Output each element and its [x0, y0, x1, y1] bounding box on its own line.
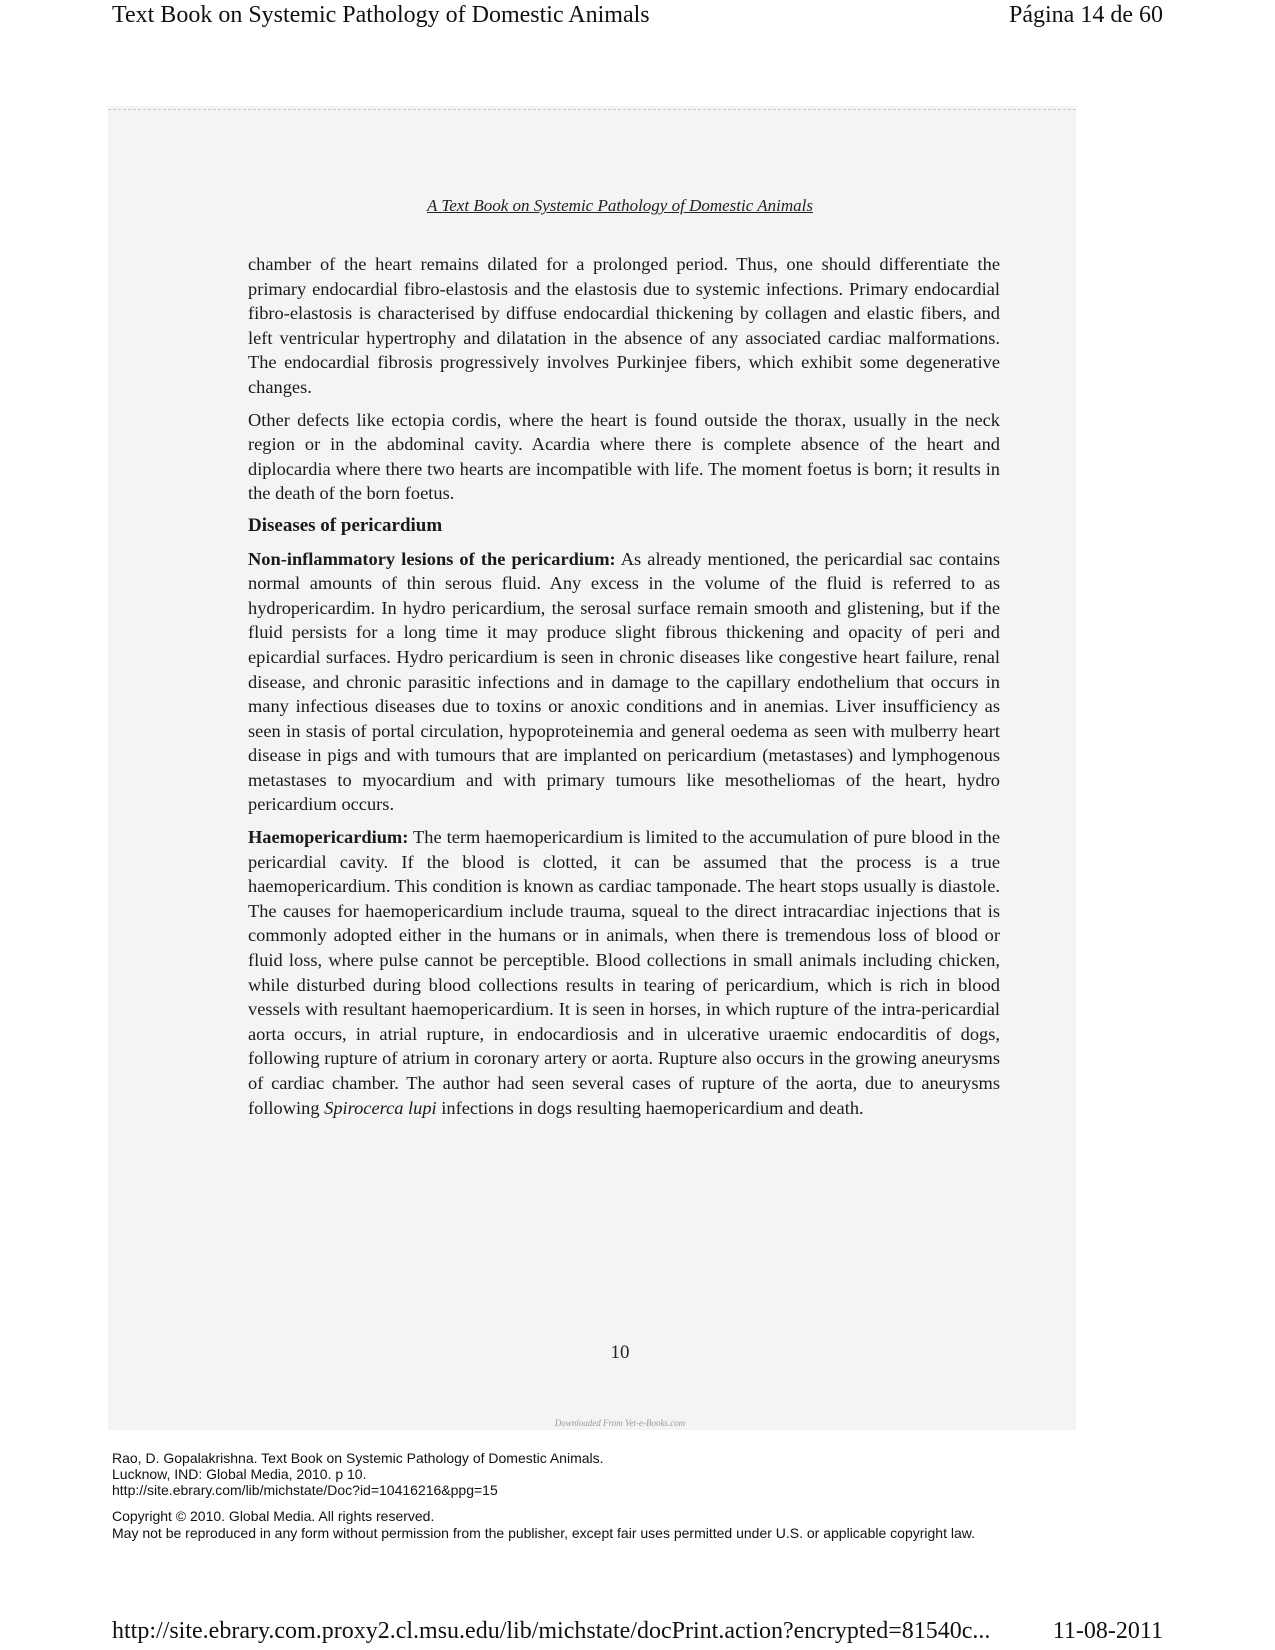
copyright-line-1: Copyright © 2010. Global Media. All rights reserved.	[112, 1508, 435, 1524]
citation-line-2: Lucknow, IND: Global Media, 2010. p 10.	[112, 1466, 367, 1482]
page-number: 10	[610, 1342, 630, 1363]
book-body	[248, 252, 1000, 1128]
paragraph-3-body: As already mentioned, the pericardial sac contains normal amounts of thin serous fluid. Any excess in the volume of the fluid is referred to as hydropericardim. In hydro pericardium, the serosal surface remain smooth and glistening, but if the fluid persists for a long time it may produce slight fibrous thickening and opacity of peri and epicardial surfaces. Hydro pericardium is seen in chronic diseases like congestive heart failure, renal disease, and chronic parasitic infections and in damage to the capillary endothelium that occurs in many infectious diseases due to toxins or anoxic conditions and in anemias. Liver insufficiency as seen in stasis of portal circulation, hypoproteinemia and general oedema as seen with mulberry heart disease in pigs and with tumours that are implanted on pericardium (metastases) and lymphogenous metastases to myocardium and with primary tumours like mesotheliomas of the heart, hydro pericardium occurs.	[248, 548, 1000, 815]
citation	[112, 1450, 1112, 1498]
paragraph-3-lead: Non-inflammatory lesions of the pericardium:	[248, 548, 616, 569]
paragraph-4-species: Spirocerca lupi	[324, 1097, 437, 1118]
paragraph-4	[248, 825, 1000, 1120]
paragraph-4-end: infections in dogs resulting haemopericardium and death.	[436, 1097, 864, 1118]
scan-top-rule	[108, 109, 1076, 110]
citation-link[interactable]: http://site.ebrary.com/lib/michstate/Doc?id=10416216&ppg=15	[112, 1482, 498, 1498]
print-footer-date: 11-08-2011	[1052, 1618, 1163, 1644]
watermark: Downloaded From Vet-e-Books.com	[554, 1418, 686, 1428]
paragraph-2: Other defects like ectopia cordis, where the heart is found outside the thorax, usually in the neck region or in the abdominal cavity. Acardia where there is complete absence of the heart and diplocardia where there two hearts are incompatible with life. The moment foetus is born; it results in the death of the born foetus.	[248, 409, 1000, 504]
section-heading: Diseases of pericardium	[248, 514, 443, 536]
citation-line-1: Rao, D. Gopalakrishna. Text Book on Systemic Pathology of Domestic Animals.	[112, 1450, 604, 1466]
print-header-page-indicator: Página 14 de 60	[1009, 2, 1163, 28]
paragraph-4-lead: Haemopericardium:	[248, 827, 409, 848]
print-footer-url: http://site.ebrary.com.proxy2.cl.msu.edu/lib/michstate/docPrint.action?encrypted=81540c...	[112, 1618, 991, 1644]
paragraph-4-body: The term haemopericardium is limited to the accumulation of pure blood in the pericardial cavity. If the blood is clotted, it can be assumed that the process is a true haemopericardium. This condition is known as cardiac tamponade. The heart stops usually is diastole. The causes for haemopericardium include trauma, squeal to the direct intracardiac injections that is commonly adopted either in the humans or in animals, when there is tremendous loss of blood or fluid loss, where pulse cannot be perceptible. Blood collections in small animals including chicken, while disturbed during blood collections results in tearing of pericardium, which is rich in blood vessels with resultant haemopericardium. It is seen in horses, in which rupture of the intra-pericardial aorta occurs, in atrial rupture, in endocardiosis and in ulcerative uraemic endocarditis of dogs, following rupture of atrium in coronary artery or aorta. Rupture also occurs in the growing aneurysms of cardiac chamber. The author had seen several cases of rupture of the aorta, due to aneurysms following	[248, 827, 1000, 1118]
book-running-title: A Text Book on Systemic Pathology of Domestic Animals	[427, 196, 813, 215]
copyright-notice	[112, 1508, 1072, 1541]
copyright-line-2: May not be reproduced in any form without permission from the publisher, except fair uses permitted under U.S. or applicable copyright law.	[112, 1525, 975, 1541]
paragraph-1: chamber of the heart remains dilated for a prolonged period. Thus, one should differentiate the primary endocardial fibro-elastosis and the elastosis due to systemic infections. Primary endocardial fibro-elastosis is characterised by diffuse endocardial thickening by collagen and elastic fibers, and left ventricular hypertrophy and dilatation in the absence of any associated cardiac malformations. The endocardial fibrosis progressively involves Purkinjee fibers, which exhibit some degenerative changes.	[248, 254, 1000, 397]
print-header-title: Text Book on Systemic Pathology of Domestic Animals	[112, 2, 650, 28]
paragraph-3	[248, 547, 1000, 818]
